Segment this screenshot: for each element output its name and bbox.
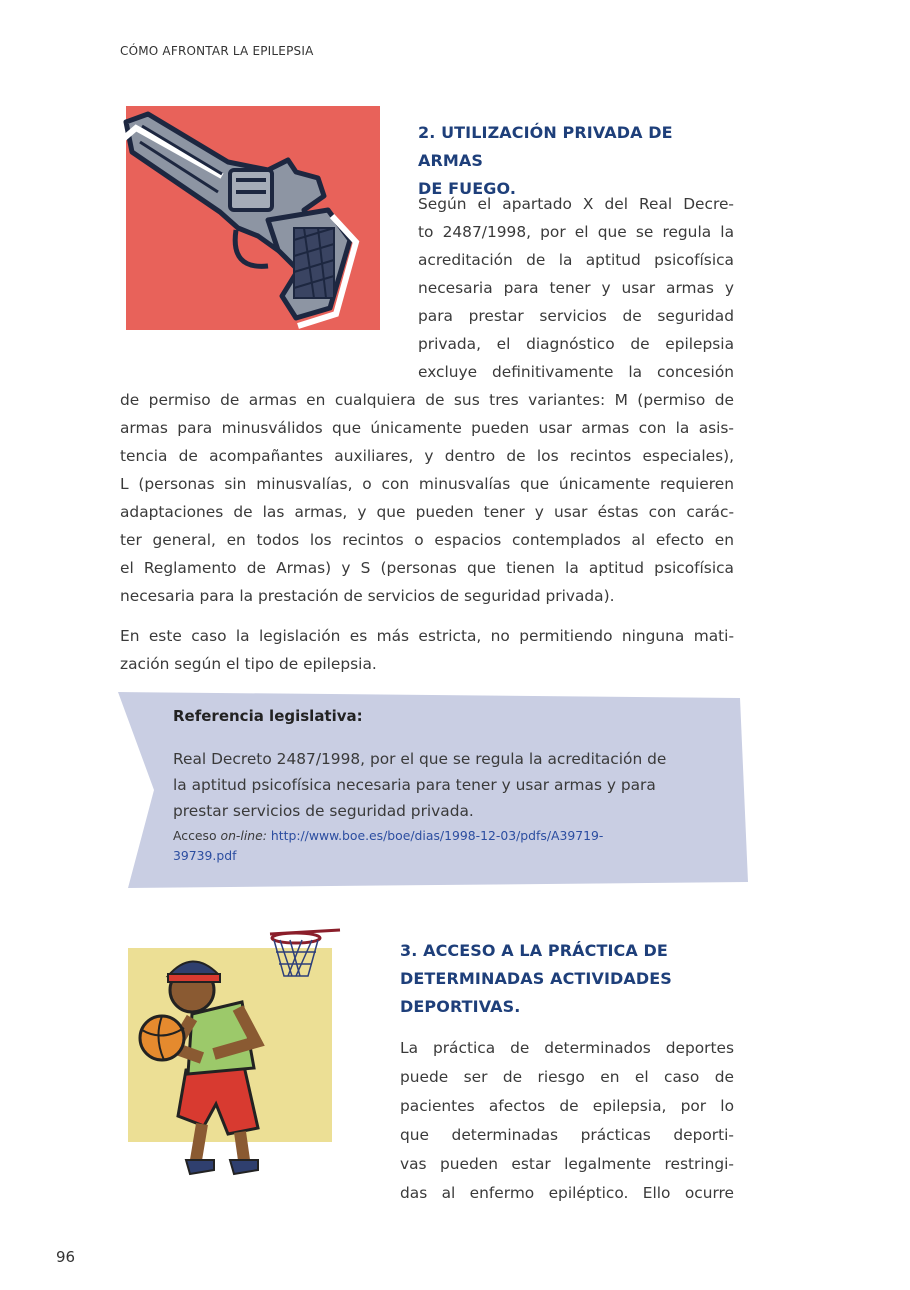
section-3-heading-line: 3. ACCESO A LA PRÁCTICA DE	[400, 941, 668, 960]
boe-link-continued[interactable]: 39739.pdf	[173, 848, 237, 863]
section-2-heading-line: DE FUEGO.	[418, 179, 516, 198]
body-line: el Reglamento de Armas) y S (personas que tienen la aptitud psicofísica	[120, 559, 734, 577]
section-3-heading-line: DETERMINADAS ACTIVIDADES	[400, 969, 672, 988]
section-3-heading-line: DEPORTIVAS.	[400, 997, 521, 1016]
section-2-heading-line: 2. UTILIZACIÓN PRIVADA DE ARMAS	[418, 123, 673, 170]
access-prefix: Acceso	[173, 828, 221, 843]
body-line: que determinadas prácticas deporti-	[400, 1126, 734, 1144]
body-line: ter general, en todos los recintos o espacios contemplados al efecto en	[120, 531, 734, 549]
body-line: vas pueden estar legalmente restringi-	[400, 1155, 734, 1173]
body-line: L (personas sin minusvalías, o con minusvalías que únicamente requieren	[120, 475, 734, 493]
reference-line: prestar servicios de seguridad privada.	[173, 802, 474, 820]
body-line: necesaria para la prestación de servicios de seguridad privada).	[120, 587, 615, 605]
body-line: armas para minusválidos que únicamente pueden usar armas con la asis-	[120, 419, 734, 437]
body-line: La práctica de determinados deportes	[400, 1039, 734, 1057]
reference-title: Referencia legislativa:	[173, 707, 363, 725]
body-line: das al enfermo epiléptico. Ello ocurre	[400, 1184, 734, 1202]
body-line: zación según el tipo de epilepsia.	[120, 655, 377, 673]
section-3-heading	[400, 937, 720, 1021]
body-line: En este caso la legislación es más estricta, no permitiendo ninguna mati-	[120, 627, 734, 645]
body-line: tencia de acompañantes auxiliares, y dentro de los recintos especiales),	[120, 447, 734, 465]
running-head: CÓMO AFRONTAR LA EPILEPSIA	[120, 44, 314, 58]
body-line: puede ser de riesgo en el caso de	[400, 1068, 734, 1086]
page-number: 96	[56, 1248, 76, 1266]
body-line: Según el apartado X del Real Decre-	[418, 195, 734, 213]
body-line: privada, el diagnóstico de epilepsia	[418, 335, 734, 353]
revolver-illustration	[118, 100, 390, 368]
body-line: para prestar servicios de seguridad	[418, 307, 734, 325]
body-line: pacientes afectos de epilepsia, por lo	[400, 1097, 734, 1115]
body-line: acreditación de la aptitud psicofísica	[418, 251, 734, 269]
body-line: adaptaciones de las armas, y que pueden tener y usar éstas con carác-	[120, 503, 734, 521]
boe-link[interactable]: http://www.boe.es/boe/dias/1998-12-03/pdfs/A39719-	[270, 828, 604, 843]
reference-line: la aptitud psicofísica necesaria para tener y usar armas y para	[173, 776, 656, 794]
access-online	[173, 826, 673, 866]
reference-line: Real Decreto 2487/1998, por el que se regula la acreditación de	[173, 750, 667, 768]
access-italic: on-line:	[220, 828, 267, 843]
body-line: to 2487/1998, por el que se regula la	[418, 223, 734, 241]
body-line: necesaria para tener y usar armas y	[418, 279, 734, 297]
basketball-player-illustration	[118, 898, 390, 1200]
body-line: excluye definitivamente la concesión	[418, 363, 734, 381]
body-line: de permiso de armas en cualquiera de sus tres variantes: M (permiso de	[120, 391, 734, 409]
